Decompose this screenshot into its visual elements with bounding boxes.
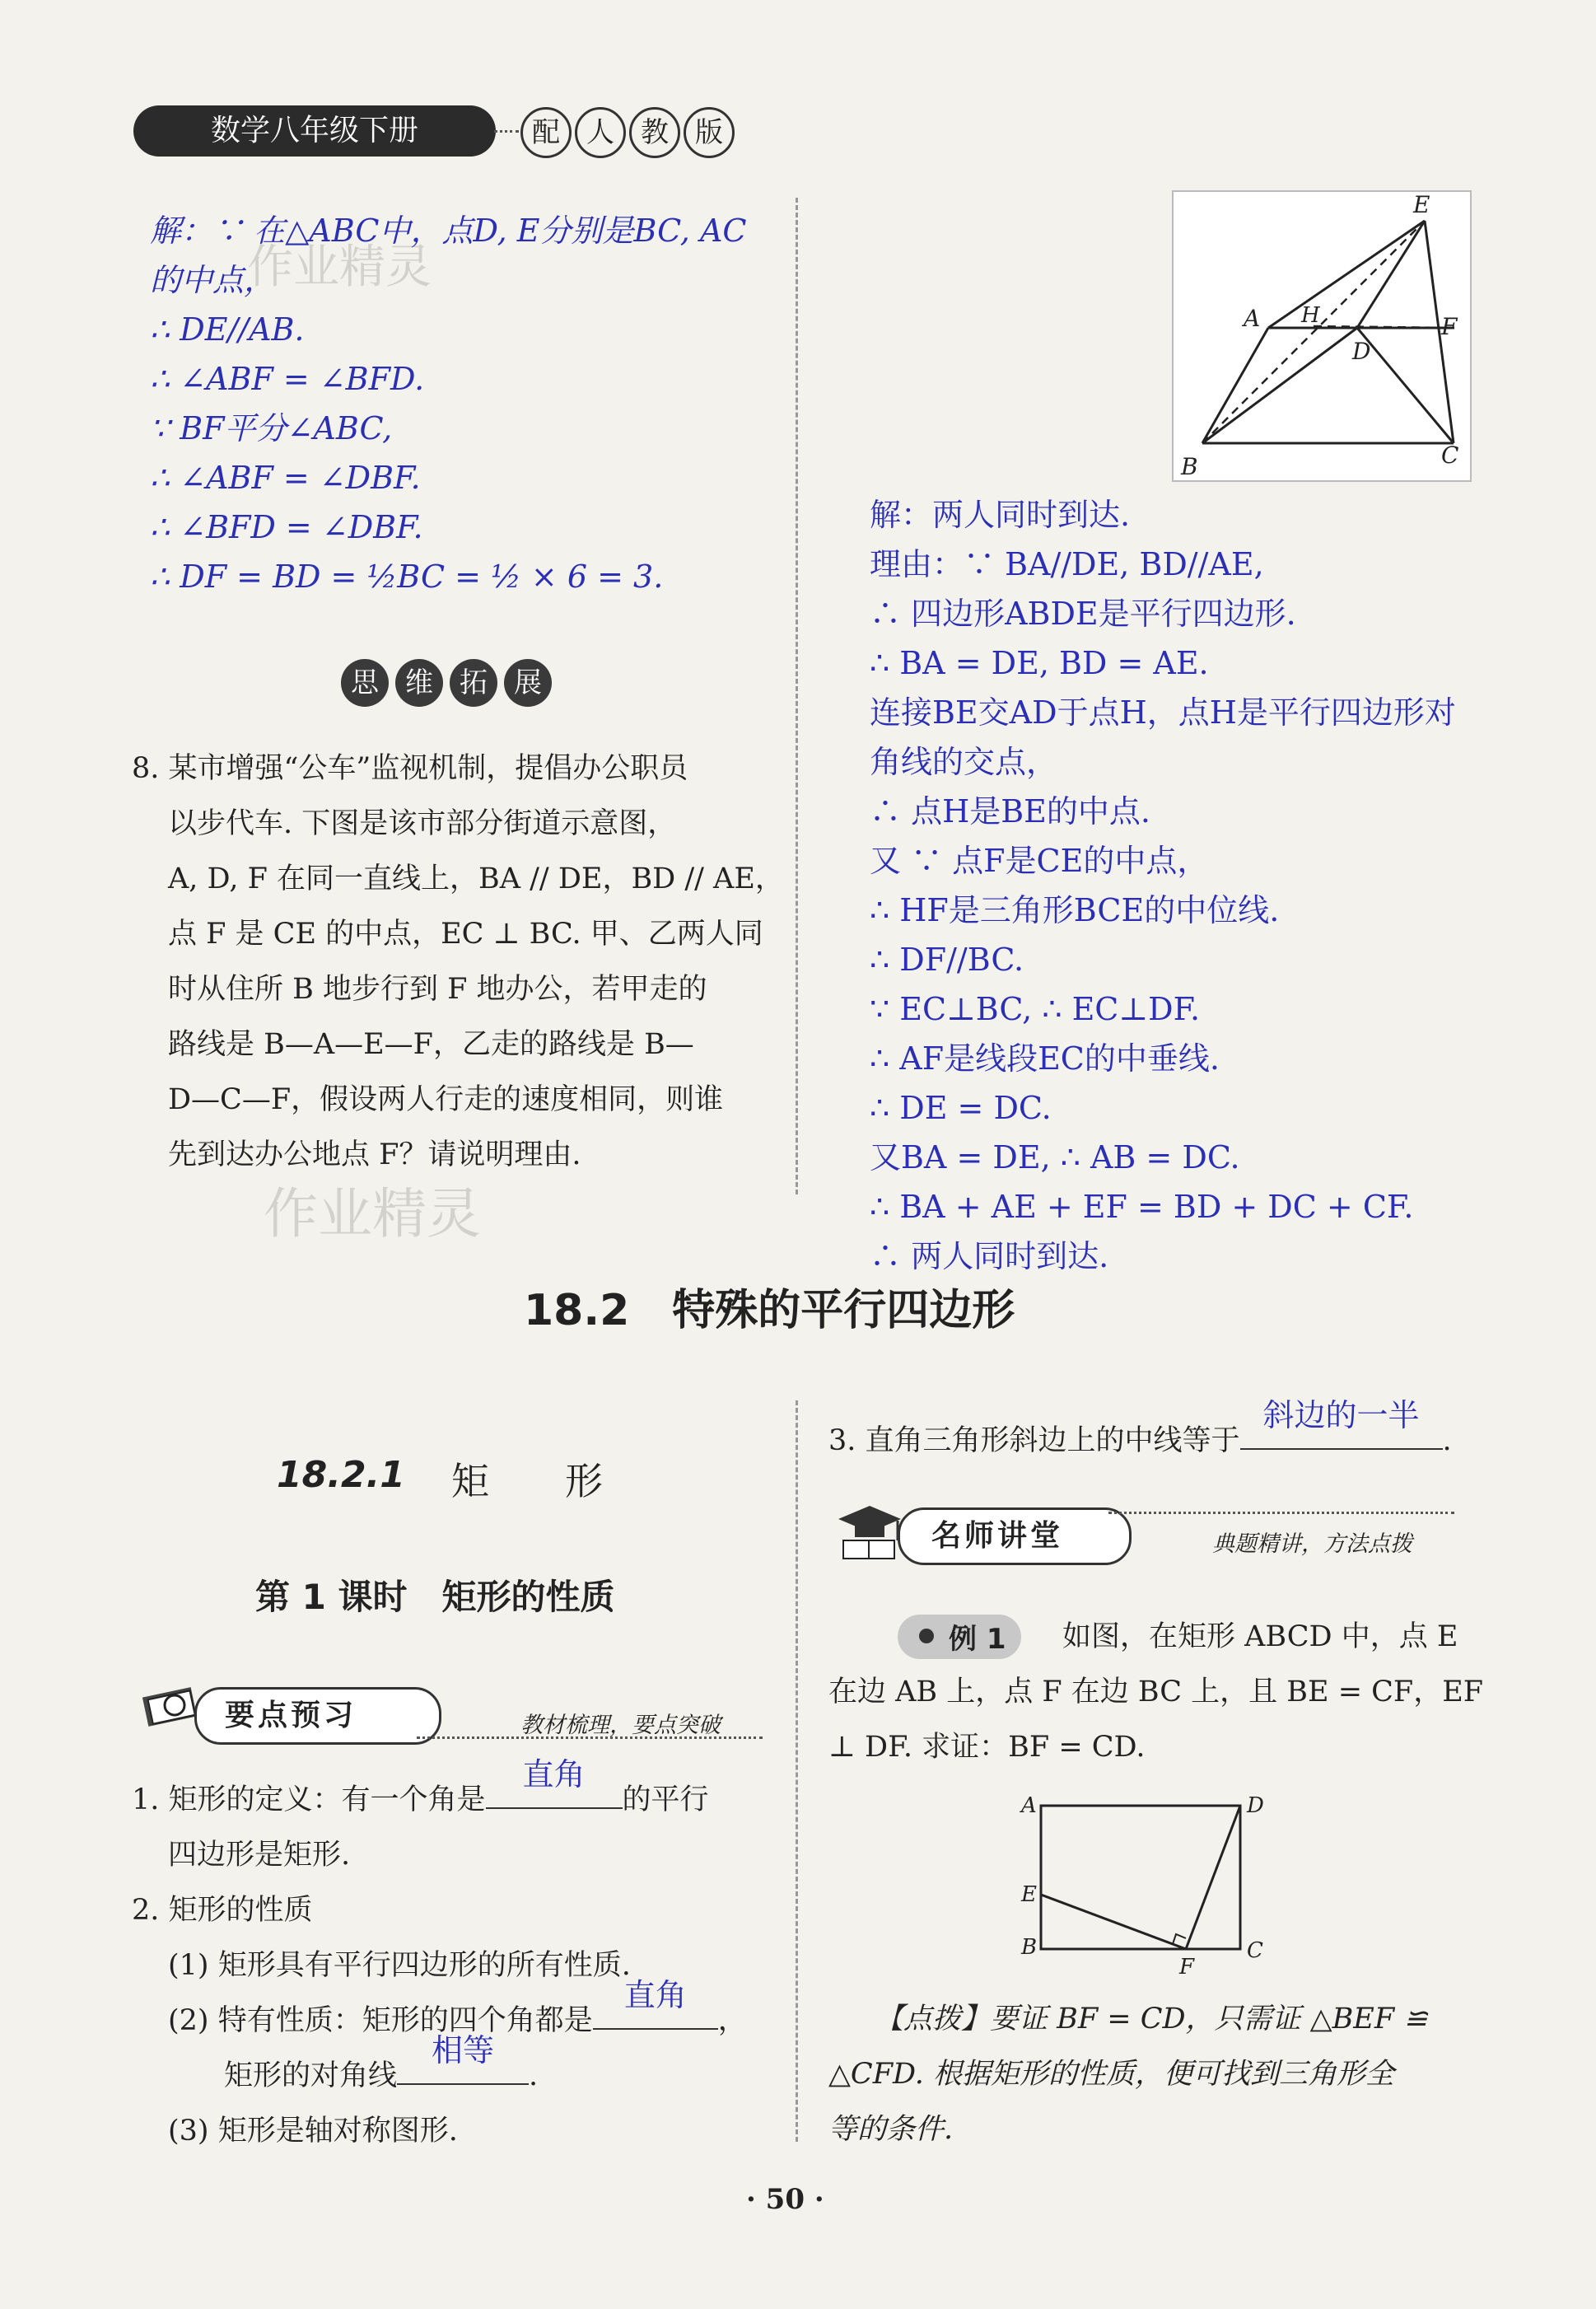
page-number: · 50 · <box>746 2183 824 2216</box>
example-figure-label: B <box>1021 1935 1038 1960</box>
edition-char-2: 人 <box>575 107 626 158</box>
solution7-line: 的中点， <box>150 262 276 298</box>
solution8-line: ∴ 四边形ABDE是平行四边形. <box>870 596 1296 632</box>
solution7-line: ∵ BF平分∠ABC, <box>150 410 393 446</box>
preview-q2-1: (1) 矩形具有平行四边形的所有性质. <box>168 1949 631 1982</box>
figure8-diagram <box>1169 188 1474 484</box>
figure8-label: A <box>1244 305 1261 332</box>
preview-banner: 要点预习 <box>194 1687 441 1745</box>
problem8-line: 时从住所 B 地步行到 F 地办公，若甲走的 <box>168 973 707 1006</box>
preview-q2-2-blank2 <box>397 2032 529 2085</box>
hint-line: 等的条件. <box>828 2113 954 2146</box>
example-line: ⊥ DF. 求证：BF = CD. <box>828 1731 1146 1764</box>
preview-q2-2-blank1 <box>593 1977 718 2030</box>
figure8-label: B <box>1181 453 1198 480</box>
solution8-line: 理由：∵ BA//DE, BD//AE, <box>870 546 1264 582</box>
example-text <box>828 1610 1484 1775</box>
solution8-line: ∴ 两人同时到达. <box>870 1238 1109 1274</box>
thinking-char-2: 维 <box>395 659 443 707</box>
graduation-cap-icon <box>832 1498 906 1563</box>
example-figure-label: A <box>1021 1793 1037 1818</box>
thinking-char-1: 思 <box>341 659 389 707</box>
preview-q1-answer: 直角 <box>522 1756 586 1793</box>
header-dotted-line <box>494 130 519 133</box>
example-figure-label: D <box>1247 1793 1264 1818</box>
solution7-line: ∴ ∠ABF = ∠BFD. <box>150 361 425 397</box>
q3-suffix: . <box>1442 1424 1452 1457</box>
preview-q2-2-answer1: 直角 <box>623 1977 687 2013</box>
hint-line: 【点拨】要证 BF = CD，只需证 △BEF ≌ <box>875 2003 1428 2036</box>
problem8-line: A, D, F 在同一直线上，BA // DE，BD // AE， <box>168 862 784 895</box>
solution8-line: 角线的交点， <box>870 744 1058 780</box>
solution8-line: ∴ BA + AE + EF = BD + DC + CF. <box>870 1189 1414 1225</box>
solution8-line: 连接BE交AD于点H，点H是平行四边形对 <box>870 694 1456 731</box>
example-rectangle-figure <box>1010 1788 1281 1977</box>
solution8-line: ∴ BA = DE, BD = AE. <box>870 645 1209 681</box>
preview-q2: 2. 矩形的性质 <box>132 1894 313 1927</box>
thinking-char-4: 展 <box>504 659 552 707</box>
lecture-tagline: 典题精讲，方法点拨 <box>1212 1531 1412 1557</box>
solution7-line: ∴ DE//AB. <box>150 311 305 348</box>
solution8-line: ∴ DF//BC. <box>870 942 1024 978</box>
problem8-line: D—C—F，假设两人行走的速度相同，则谁 <box>168 1083 724 1116</box>
example-figure-label: C <box>1247 1938 1263 1963</box>
edition-char-4: 版 <box>684 107 735 158</box>
hint-line: △CFD. 根据矩形的性质，便可找到三角形全 <box>828 2058 1395 2091</box>
figure8-label: F <box>1441 313 1458 340</box>
preview-q1 <box>132 1756 774 1828</box>
q3-blank <box>1240 1397 1443 1450</box>
edition-char-1: 配 <box>520 107 572 158</box>
solution8-block <box>870 490 1456 1281</box>
preview-dotted-line <box>417 1736 763 1739</box>
hint-text <box>828 1992 1471 2157</box>
problem8-line: 路线是 B—A—E—F，乙走的路线是 B— <box>168 1028 694 1061</box>
preview-q2-2-answer2: 相等 <box>432 2032 495 2068</box>
preview-q2-2-period: . <box>529 2059 539 2092</box>
example-figure-label: E <box>1021 1882 1037 1907</box>
example-label: 例 1 <box>949 1623 1006 1656</box>
solution8-line: 又BA = DE, ∴ AB = DC. <box>870 1139 1240 1176</box>
figure8-label: H <box>1301 303 1320 328</box>
watermark-text: 作业精灵 <box>264 1182 481 1246</box>
solution7-line: ∴ ∠ABF = ∠DBF. <box>150 460 421 496</box>
watermark-text: 作业精灵 <box>247 241 432 294</box>
lesson-title: 第 1 课时 矩形的性质 <box>255 1577 615 1617</box>
preview-q1-line2: 四边形是矩形. <box>168 1839 351 1872</box>
solution7-line: ∴ ∠BFD = ∠DBF. <box>150 509 423 545</box>
example-line: 在边 AB 上，点 F 在边 BC 上，且 BE = CF，EF <box>828 1676 1484 1708</box>
preview-q2-3: (3) 矩形是轴对称图形. <box>168 2115 458 2148</box>
example-line: 如图，在矩形 ABCD 中，点 E <box>1062 1620 1458 1653</box>
problem8-line: 以步代车. 下图是该市部分街道示意图， <box>168 807 677 840</box>
figure8-label: D <box>1352 338 1371 365</box>
problem8-line: 先到达办公地点 F？请说明理由. <box>168 1138 581 1171</box>
solution8-line: ∴ HF是三角形BCE的中位线. <box>870 892 1280 928</box>
book-title-pill: 数学八年级下册 <box>133 105 496 157</box>
figure8-label: C <box>1441 442 1459 469</box>
lecture-dotted-line <box>1108 1512 1454 1514</box>
solution8-line: ∴ 点H是BE的中点. <box>870 793 1150 830</box>
problem8-line: 8. 某市增强“公车”监视机制，提倡办公职员 <box>132 752 688 785</box>
figure8-label: E <box>1413 191 1430 218</box>
preview-q2-2-comma: ， <box>717 2004 747 2037</box>
solution8-line: ∵ EC⊥BC, ∴ EC⊥DF. <box>870 991 1201 1027</box>
solution8-line: 解：两人同时到达. <box>870 497 1131 533</box>
column-divider-top <box>796 198 798 1194</box>
solution8-line: ∴ DE = DC. <box>870 1090 1052 1126</box>
preview-items <box>132 1756 774 2159</box>
preview-q2-2-line2-prefix: 矩形的对角线 <box>224 2059 398 2092</box>
lecture-banner: 名师讲堂 <box>898 1507 1132 1565</box>
thinking-char-3: 拓 <box>450 659 497 707</box>
solution8-line: 又 ∵ 点F是CE的中点， <box>870 843 1209 879</box>
solution7-line: ∴ DF = BD = ½BC = ½ × 6 = 3. <box>150 559 664 595</box>
solution7-line: 解：∵ 在△ABC中，点D, E分别是BC, AC <box>150 213 747 249</box>
problem8-line: 点 F 是 CE 的中点，EC ⊥ BC. 甲、乙两人同 <box>168 918 763 951</box>
subsection-name: 矩 形 <box>451 1459 603 1503</box>
preview-q2-2-line2 <box>132 2032 774 2104</box>
column-divider-bottom <box>796 1400 798 2142</box>
q3-prefix: 3. 直角三角形斜边上的中线等于 <box>828 1424 1240 1457</box>
subsection-number: 18.2.1 <box>277 1454 405 1496</box>
preview-q1-prefix: 1. 矩形的定义：有一个角是 <box>132 1783 486 1816</box>
preview-q2-2-prefix: (2) 特有性质：矩形的四个角都是 <box>168 2004 593 2037</box>
example-figure-label: F <box>1179 1955 1195 1977</box>
q3-line <box>828 1397 1452 1469</box>
section-title: 18.2 特殊的平行四边形 <box>524 1286 1015 1335</box>
preview-q1-suffix: 的平行 <box>622 1783 709 1816</box>
preview-q1-blank <box>486 1756 623 1809</box>
solution8-line: ∴ AF是线段EC的中垂线. <box>870 1040 1220 1077</box>
solution7-block <box>150 206 747 601</box>
problem8-block <box>132 741 784 1183</box>
edition-char-3: 教 <box>629 107 680 158</box>
q3-answer: 斜边的一半 <box>1262 1397 1420 1433</box>
preview-tagline: 教材梳理，要点突破 <box>520 1713 721 1738</box>
